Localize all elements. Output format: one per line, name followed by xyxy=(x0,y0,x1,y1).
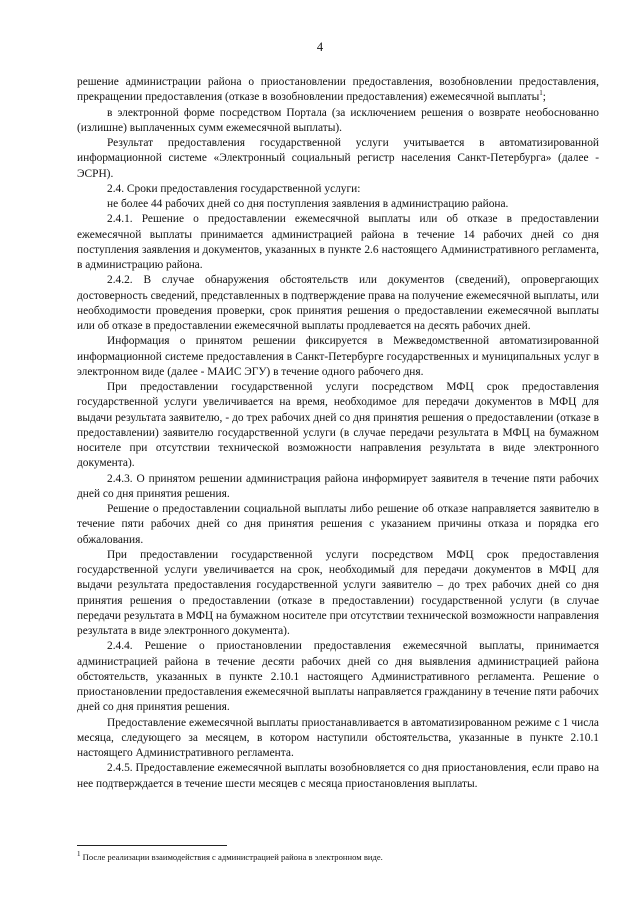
section-2-4-2: 2.4.2. В случае обнаружения обстоятельств или документов (сведений), опровергающих достоверность сведений, представленных в подтверждение права на получение ежемесячной выплаты, или необходимости проведения проверки, срок принятия решения о предоставлении ежемесячной выплаты или об отказе в предоставлении ежемесячной выплаты продлевается на десять рабочих дней. xyxy=(77,274,599,332)
section-2-4-5: 2.4.5. Предоставление ежемесячной выплаты возобновляется со дня приостановления, если право на нее подтверждается в течение шести месяцев с месяца приостановления выплаты. xyxy=(77,762,599,790)
page-number: 4 xyxy=(316,40,324,54)
section-2-4-1: 2.4.1. Решение о предоставлении ежемесячной выплаты или об отказе в предоставлении ежемесячной выплаты принимается администрацией района в течение 14 рабочих дней со дня поступления заявления и документов, указанных в пункте 2.6 настоящего Административного регламента, в администрацию района. xyxy=(77,213,599,271)
footnote-mark: 1 xyxy=(77,850,81,859)
paragraph-2: в электронной форме посредством Портала (за исключением решения о возврате необоснованно (излишне) выплаченных сумм ежемесячной выплаты). xyxy=(77,106,599,134)
document-body xyxy=(77,75,599,792)
paragraph-14: Предоставление ежемесячной выплаты приостанавливается в автоматизированном режиме с 1 числа месяца, следующего за месяцем, в котором наступили обстоятельства, указанные в пункте 2.10.1 настоящего Административного регламента. xyxy=(77,716,599,759)
section-2-4-3: 2.4.3. О принятом решении администрация района информирует заявителя в течение пяти рабочих дней со дня принятия решения. xyxy=(77,472,599,500)
footnote-divider xyxy=(77,845,227,846)
paragraph-8: Информация о принятом решении фиксируется в Межведомственной автоматизированной информационной системе предоставления в Санкт-Петербурге государственных и муниципальных услуг в электронном виде (далее - МАИС ЭГУ) в течение одного рабочего дня. xyxy=(77,335,599,378)
paragraph-3: Результат предоставления государственной услуги учитывается в автоматизированной информационной системе «Электронный социальный регистр населения Санкт-Петербурга» (далее - ЭСРН). xyxy=(77,137,599,180)
paragraph-12: При предоставлении государственной услуги посредством МФЦ срок предоставления государственной услуги увеличивается на срок, необходимый для передачи документов в МФЦ для выдачи результата предоставления государственной услуги заявителю – до трех рабочих дней со дня принятия решения о предоставлении (отказе в предоставлении) государственной услуги (в случае передачи результата в МФЦ на бумажном носителе при отсутствии технической возможности направления результата в виде электронного документа). xyxy=(77,548,599,637)
section-2-4-4: 2.4.4. Решение о приостановлении предоставления ежемесячной выплаты, принимается администрацией района в течение десяти рабочих дней со дня выявления администрацией района обстоятельств, указанных в пункте 2.10.1 настоящего Административного регламента. Решение о приостановлении предоставления ежемесячной выплаты направляется гражданину в течение пяти рабочих дней со дня принятия решения. xyxy=(77,640,599,714)
paragraph-1: решение администрации района о приостановлении предоставления, возобновлении предоставления, прекращении предоставления (отказе в возобновлении предоставления) ежемесячной выплаты$^1$; xyxy=(77,76,599,104)
footnote-reference: 1 xyxy=(539,89,543,98)
paragraph-11: Решение о предоставлении социальной выплаты либо решение об отказе направляется заявителю в течение пяти рабочих дней со дня принятия решения с указанием причины отказа и порядка его обжалования. xyxy=(77,503,599,546)
footnote-text: После реализации взаимодействия с администрацией района в электронном виде. xyxy=(80,852,383,862)
paragraph-5: не более 44 рабочих дней со дня поступления заявления в администрацию района. xyxy=(107,198,509,210)
footnote xyxy=(77,852,599,863)
section-2-4-heading: 2.4. Сроки предоставления государственной услуги: xyxy=(107,182,361,195)
paragraph-9: При предоставлении государственной услуги посредством МФЦ срок предоставления государственной услуги увеличивается на время, необходимое для передачи документов в МФЦ для выдачи результата заявителю, - до трех рабочих дней со дня принятия решения о предоставлении (отказе в предоставлении) заявителю государственной услуги (в случае передачи результата в МФЦ на бумажном носителе при отсутствии технической возможности направления результата в виде электронного документа). xyxy=(77,381,599,470)
